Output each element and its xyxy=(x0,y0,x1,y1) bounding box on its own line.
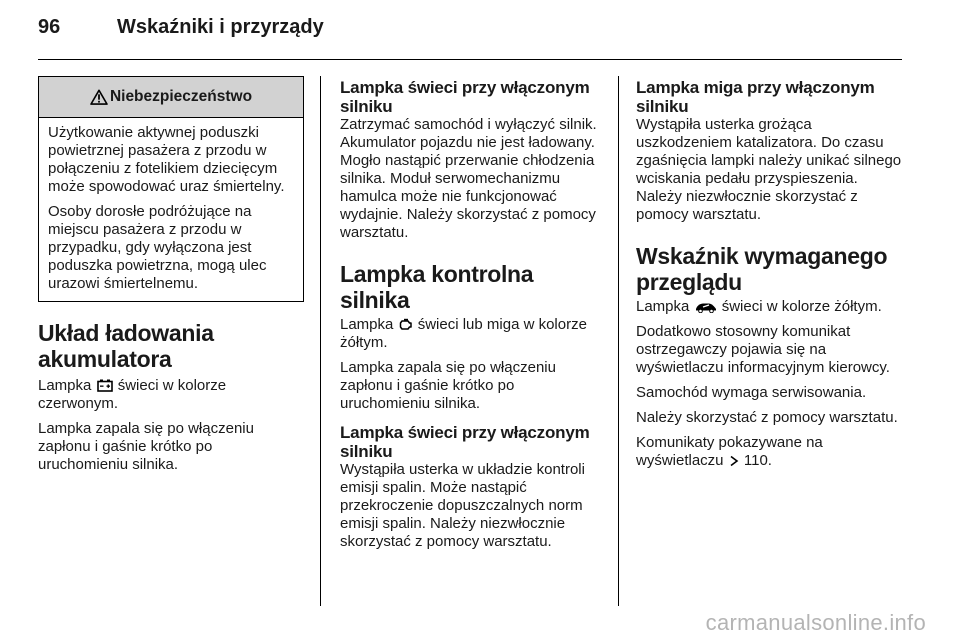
danger-title: Niebezpieczeństwo xyxy=(109,88,253,105)
battery-icon xyxy=(97,379,113,392)
danger-paragraph: Użytkowanie aktywnej poduszki powietrznej pasażera z przodu w połączeniu z fotelikiem dziecięcym może spowodować uraz śmiertelny. xyxy=(48,124,285,195)
paragraph: Wystąpiła usterka grożąca uszkodzeniem katalizatora. Do czasu zgaśnięcia lampki należy unikać silnego wciskania pedału przyspieszenia. Należy niezwłocznie skorzystać z pomocy warsztatu. xyxy=(636,116,902,223)
subsection-heading: Lampka świeci przy włączonym silniku xyxy=(340,78,590,116)
paragraph: Lampka świeci w kolorze żółtym. xyxy=(636,298,882,315)
watermark: carmanualsonline.info xyxy=(705,610,926,635)
paragraph: Komunikaty pokazywane na wyświetlaczu 110. xyxy=(636,434,823,469)
page-reference-arrow-icon xyxy=(729,455,739,467)
service-wrench-car-icon xyxy=(695,300,717,313)
page-reference[interactable]: 110. xyxy=(743,452,772,469)
page-number: 96 xyxy=(38,16,61,38)
subsection-heading: Lampka miga przy włączonym silniku xyxy=(636,78,875,116)
section-heading: Lampka kontrolna silnika xyxy=(340,261,534,313)
column-divider xyxy=(618,76,619,606)
paragraph: Samochód wymaga serwisowania. xyxy=(636,384,867,401)
section-heading: Układ ładowania akumulatora xyxy=(38,320,214,372)
subsection-heading: Lampka świeci przy włączonym silniku xyxy=(340,423,590,461)
paragraph: Lampka zapala się po włączeniu zapłonu i gaśnie krótko po uruchomieniu silnika. xyxy=(340,359,556,412)
check-engine-icon xyxy=(399,318,413,331)
paragraph: Lampka świeci w kolorze czerwonym. xyxy=(38,377,227,412)
section-heading: Wskaźnik wymaganego przeglądu xyxy=(636,243,888,295)
paragraph: Dodatkowo stosowny komunikat ostrzegawczy pojawia się na wyświetlaczu informacyjnym kierowcy. xyxy=(636,323,890,376)
danger-paragraph: Osoby dorosłe podróżujące na miejscu pasażera z przodu w przypadku, gdy wyłączona jest poduszka powietrzna, mogą ulec urazowi śmiertelnemu. xyxy=(48,203,267,292)
paragraph: Zatrzymać samochód i wyłączyć silnik. Akumulator pojazdu nie jest ładowany. Mogło nastąpić przerwanie chłodzenia silnika. Moduł serwomechanizmu hamulca może nie funkcjonować wydajnie. Należy skorzystać z pomocy warsztatu. xyxy=(340,116,597,241)
warning-triangle-icon xyxy=(90,89,108,105)
danger-header xyxy=(39,77,303,118)
danger-box xyxy=(38,76,304,302)
paragraph: Należy skorzystać z pomocy warsztatu. xyxy=(636,409,898,426)
column-3 xyxy=(636,78,902,477)
column-1 xyxy=(38,76,304,481)
paragraph: Lampka zapala się po włączeniu zapłonu i gaśnie krótko po uruchomieniu silnika. xyxy=(38,420,254,473)
paragraph: Lampka świeci lub miga w kolorze żółtym. xyxy=(340,316,587,351)
page-title: Wskaźniki i przyrządy xyxy=(117,16,324,38)
column-divider xyxy=(320,76,321,606)
danger-body xyxy=(39,118,303,301)
column-2 xyxy=(340,78,606,558)
paragraph: Wystąpiła usterka w układzie kontroli emisji spalin. Może nastąpić przekroczenie dopuszczalnych norm emisji spalin. Należy niezwłocznie skorzystać z pomocy warsztatu. xyxy=(340,461,585,550)
header-rule xyxy=(38,59,902,60)
